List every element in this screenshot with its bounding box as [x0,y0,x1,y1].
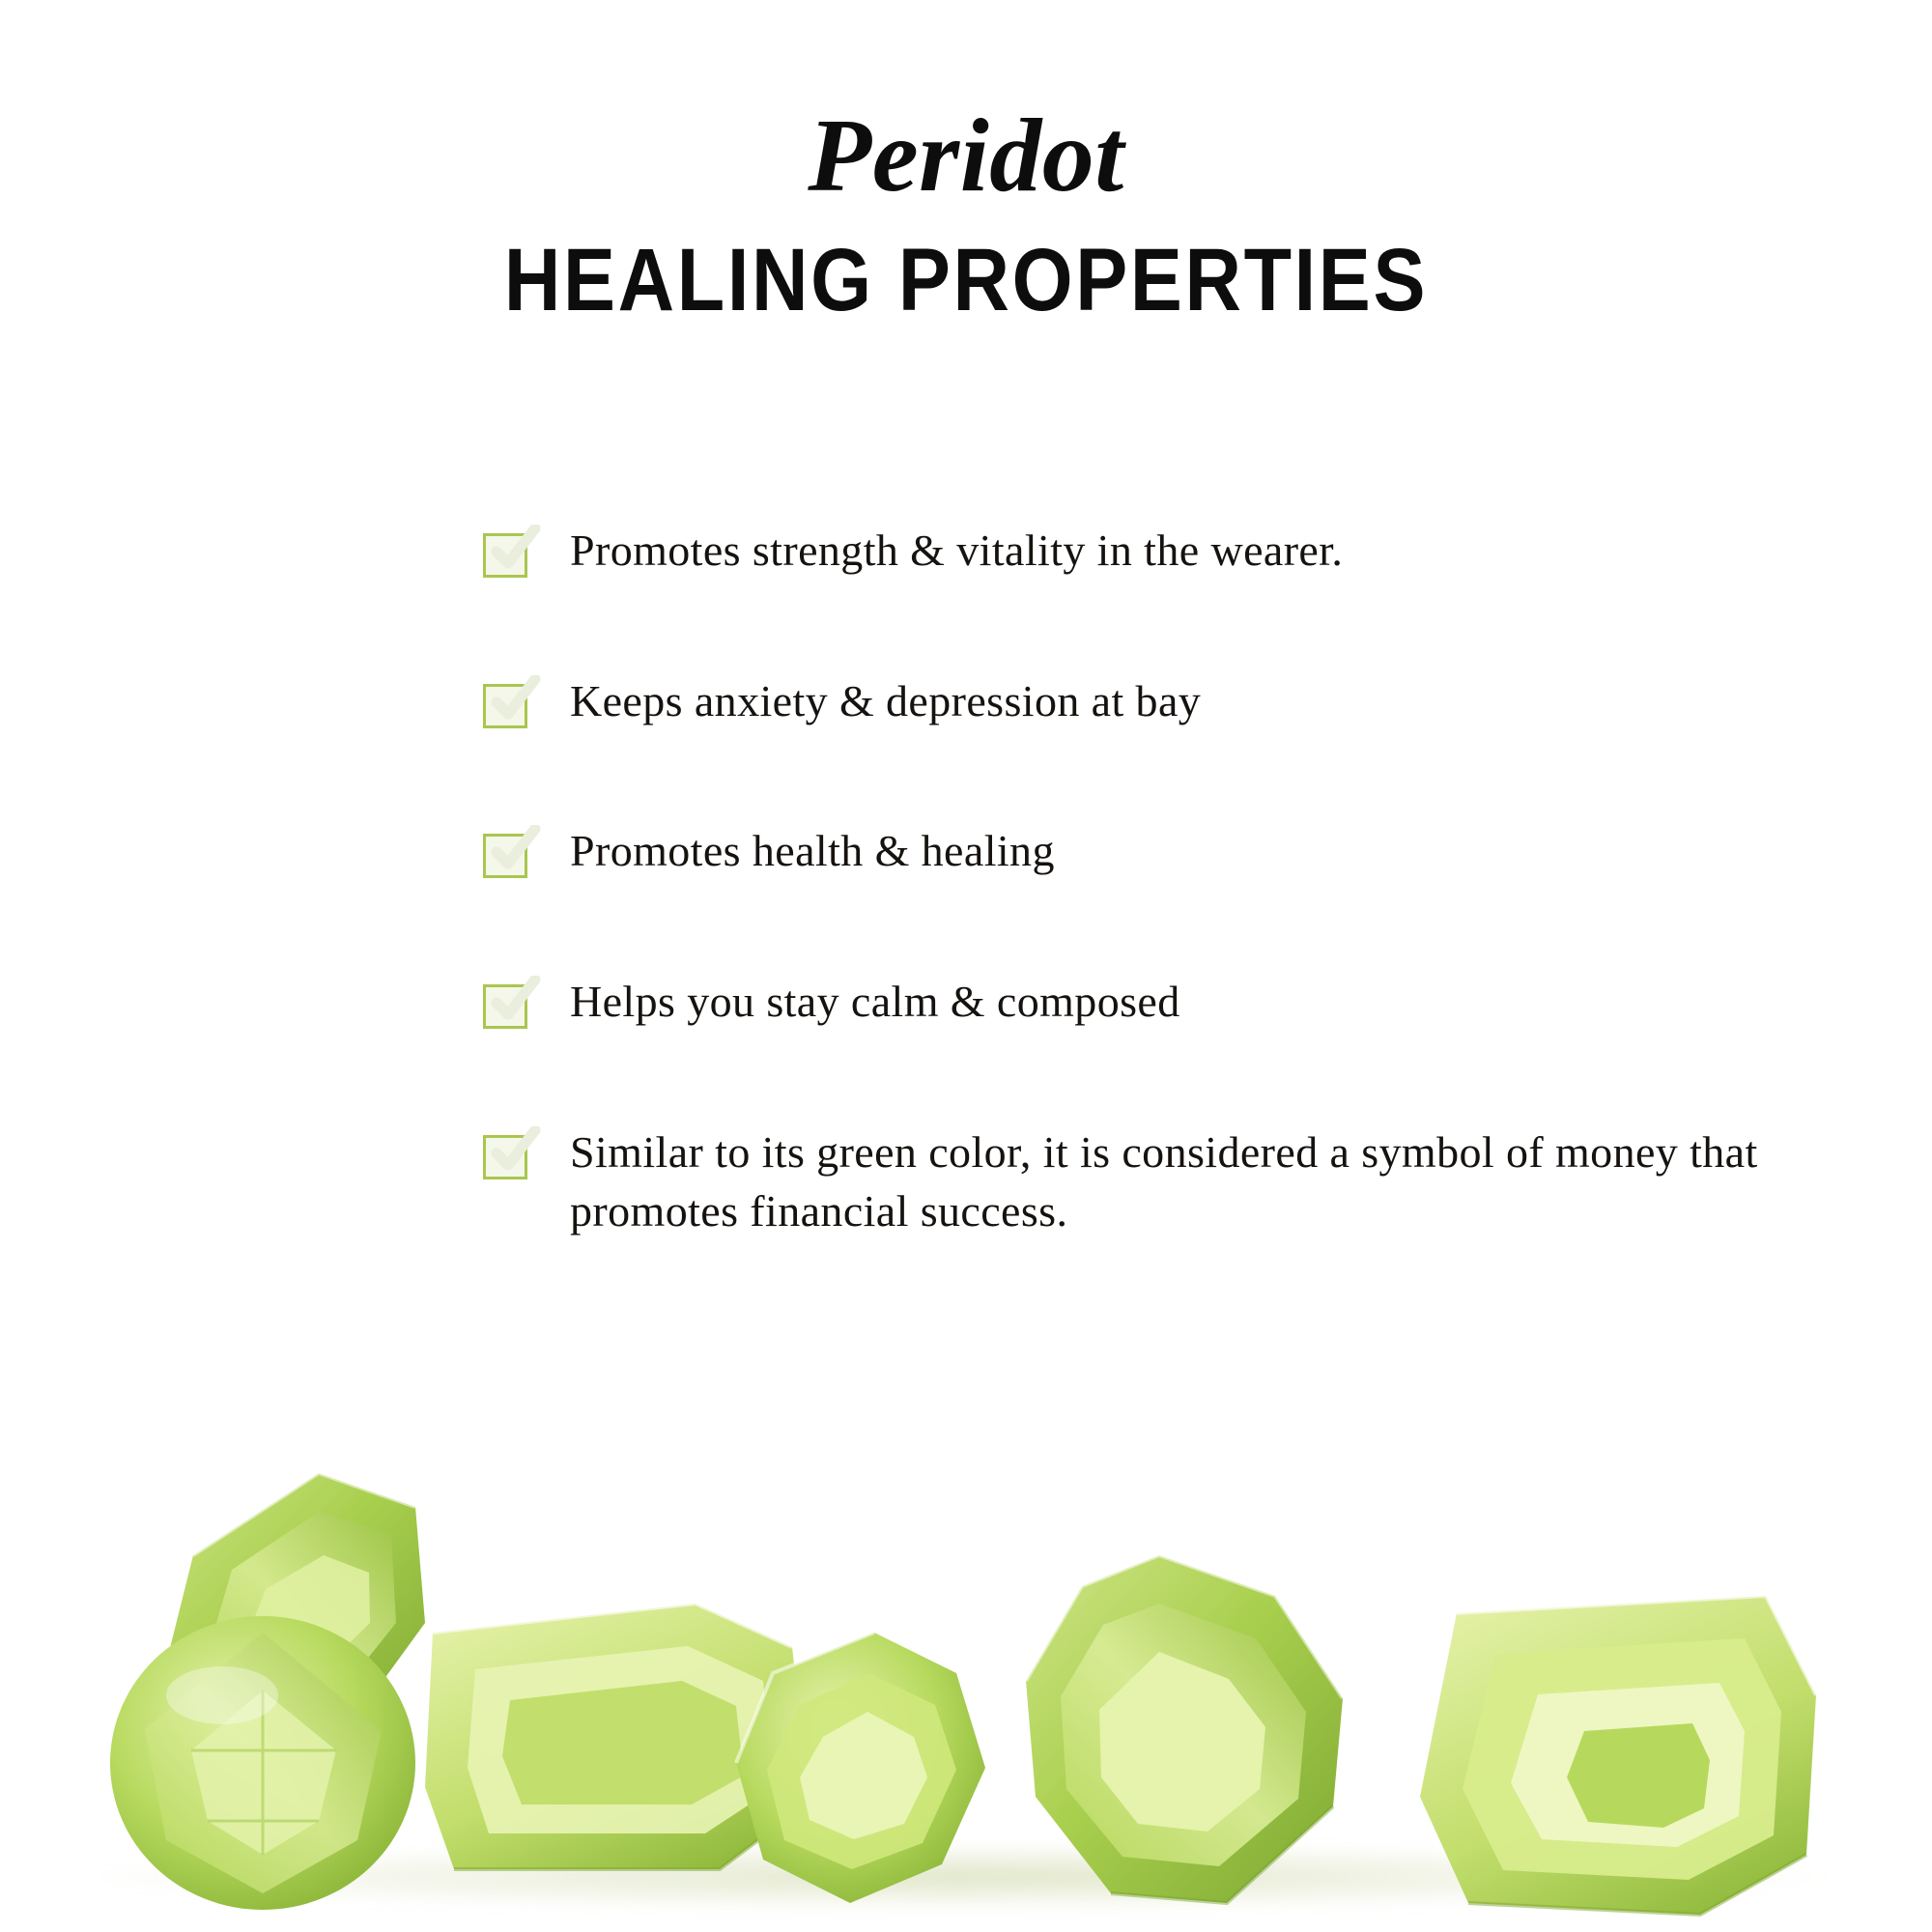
healing-properties-list [483,522,1797,1240]
checkbox-checked-icon [483,684,527,728]
gem-square-cut [1420,1596,1816,1915]
list-item-label: Promotes strength & vitality in the wearer. [570,526,1344,575]
list-item [483,973,1797,1032]
list-item-label: Similar to its green color, it is considered a symbol of money that promotes financial success. [570,1126,1758,1236]
peridot-gemstones-photo [0,1314,1932,1932]
gem-heart-cut [1026,1555,1343,1903]
check-mark-icon [491,525,541,575]
check-mark-icon [491,675,541,725]
checkbox-checked-icon [483,1135,527,1179]
checkbox-checked-icon [483,834,527,878]
checkbox-checked-icon [483,984,527,1029]
page-title-main: HEALING PROPERTIES [503,231,1429,329]
gem-round-cut [110,1616,415,1910]
check-mark-icon [491,976,541,1026]
gem-pear-cut [736,1633,985,1903]
list-item-label: Promotes health & healing [570,826,1055,876]
checkbox-checked-icon [483,533,527,578]
list-item [483,672,1797,731]
list-item-label: Helps you stay calm & composed [570,977,1180,1027]
page-title-script: Peridot [808,99,1124,213]
list-item-label: Keeps anxiety & depression at bay [570,675,1202,725]
check-mark-icon [491,825,541,875]
header [0,0,1932,329]
check-mark-icon [491,1126,541,1177]
list-item [483,522,1797,581]
list-item [483,1123,1797,1240]
list-item [483,822,1797,881]
